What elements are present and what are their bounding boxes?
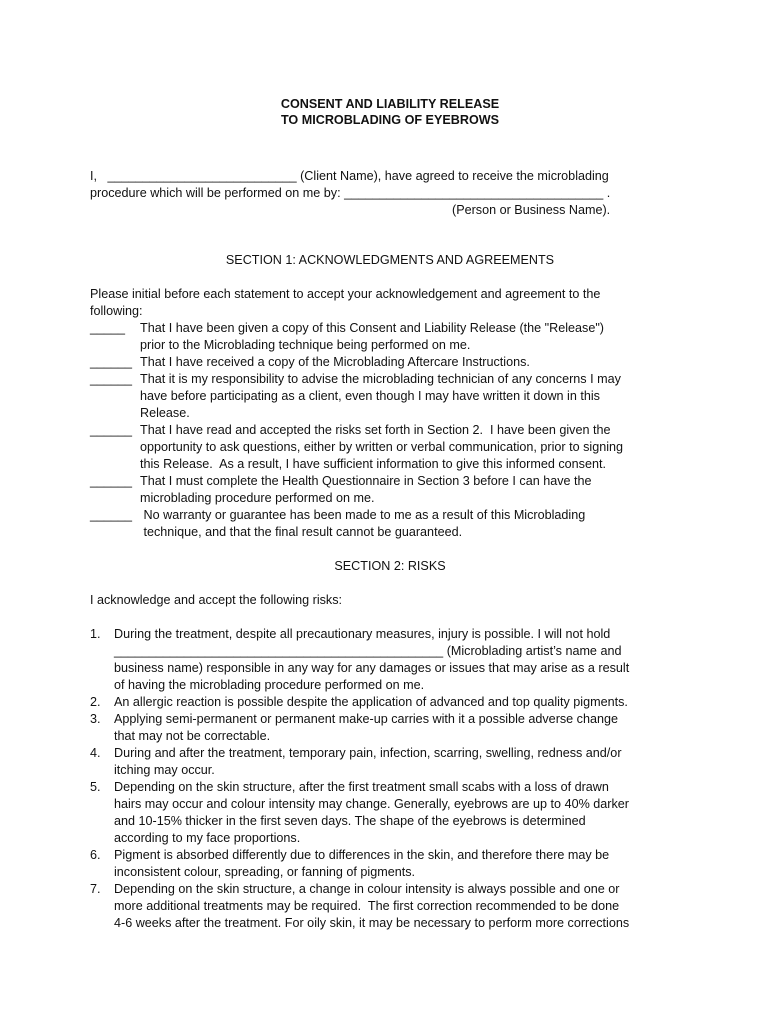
risk-text: Applying semi-permanent or permanent make-up carries with it a possible adverse change that may not be correctable. xyxy=(114,712,619,743)
risk-number: 6. xyxy=(90,848,101,862)
acknowledgment-item xyxy=(90,473,690,507)
acknowledgment-text: No warranty or guarantee has been made to me as a result of this Microblading technique, and that the final result cannot be guaranteed. xyxy=(143,508,586,539)
initial-blank[interactable]: _____ xyxy=(90,321,126,335)
title-line-1: CONSENT AND LIABILITY RELEASE xyxy=(280,97,500,111)
risk-number: 2. xyxy=(90,695,101,709)
acknowledgment-text: That I must complete the Health Questionnaire in Section 3 before I can have the microblading procedure performed on me. xyxy=(140,474,592,505)
risk-text: Depending on the skin structure, a change in colour intensity is always possible and one or more additional treatments may be required. The first correction recommended to be done 4-6 weeks after the treatment. For oily skin, it may be necessary to perform more corrections xyxy=(114,882,630,930)
risk-item xyxy=(90,779,690,847)
acknowledgment-text: That I have received a copy of the Microblading Aftercare Instructions. xyxy=(140,355,530,369)
risk-item xyxy=(90,711,690,745)
risk-text: Depending on the skin structure, after the first treatment small scabs with a loss of drawn hairs may occur and colour intensity may change. Generally, eyebrows are up to 40% darker and 10-15% thicker in the first seven days. The shape of the eyebrows is determined according to my face proportions. xyxy=(114,780,629,845)
risk-text: Pigment is absorbed differently due to differences in the skin, and therefore there may be inconsistent colour, spreading, or fanning of pigments. xyxy=(114,848,610,879)
risk-number: 4. xyxy=(90,746,101,760)
intro-paragraph xyxy=(90,168,690,219)
risk-text: During the treatment, despite all precautionary measures, injury is possible. I will not hold _______________________________________________ (Microblading artist’s name and business name) responsible in any way for any damages or issues that may arise as a result of having the microblading procedure performed on me. xyxy=(114,627,630,692)
risk-item xyxy=(90,626,690,694)
risk-number: 5. xyxy=(90,780,101,794)
section-1-lead-line-1: Please initial before each statement to accept your acknowledgement and agreement to the xyxy=(90,287,601,301)
document-page xyxy=(90,96,690,932)
risk-text: During and after the treatment, temporary pain, infection, scarring, swelling, redness and/or itching may occur. xyxy=(114,746,622,777)
section-1-lead-line-2: following: xyxy=(90,304,143,318)
initial-blank[interactable]: ______ xyxy=(90,355,133,369)
initial-blank[interactable]: ______ xyxy=(90,423,133,437)
risk-item xyxy=(90,847,690,881)
risk-number: 7. xyxy=(90,882,101,896)
acknowledgment-item xyxy=(90,371,690,422)
acknowledgment-item xyxy=(90,422,690,473)
intro-line-2: procedure which will be performed on me by: _____________________________________ . xyxy=(90,186,611,200)
acknowledgment-item xyxy=(90,320,690,354)
risk-number: 3. xyxy=(90,712,101,726)
initial-blank[interactable]: ______ xyxy=(90,372,133,386)
risk-item xyxy=(90,881,690,932)
risk-number: 1. xyxy=(90,627,101,641)
acknowledgment-text: That it is my responsibility to advise the microblading technician of any concerns I may have before participating as a client, even though I may have written it down in this Release. xyxy=(140,372,621,420)
intro-line-3: (Person or Business Name). xyxy=(452,203,611,217)
acknowledgment-item xyxy=(90,354,690,371)
risk-item xyxy=(90,745,690,779)
section-1-heading: SECTION 1: ACKNOWLEDGMENTS AND AGREEMENTS xyxy=(225,253,555,267)
risk-item xyxy=(90,694,690,711)
risk-list xyxy=(90,626,690,932)
acknowledgment-list xyxy=(90,320,690,541)
document-title xyxy=(90,96,690,128)
acknowledgment-text: That I have been given a copy of this Consent and Liability Release (the "Release") prior to the Microblading technique being performed on me. xyxy=(140,321,604,352)
risk-text: An allergic reaction is possible despite the application of advanced and top quality pigments. xyxy=(114,695,628,709)
intro-line-1: I, ___________________________ (Client Name), have agreed to receive the microblading xyxy=(90,169,609,183)
initial-blank[interactable]: ______ xyxy=(90,508,133,522)
acknowledgment-text: That I have read and accepted the risks set forth in Section 2. I have been given the opportunity to ask questions, either by written or verbal communication, prior to signing this Release. As a result, I have sufficient information to give this informed consent. xyxy=(140,423,624,471)
section-1-lead xyxy=(90,286,690,320)
section-2-heading: SECTION 2: RISKS xyxy=(334,559,446,573)
title-line-2: TO MICROBLADING OF EYEBROWS xyxy=(280,113,500,127)
initial-blank[interactable]: ______ xyxy=(90,474,133,488)
acknowledgment-item xyxy=(90,507,690,541)
section-2-lead: I acknowledge and accept the following risks: xyxy=(90,593,343,607)
